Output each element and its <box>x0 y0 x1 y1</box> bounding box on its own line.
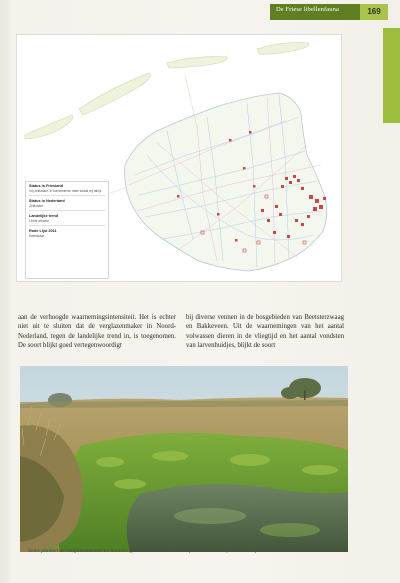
chapter-side-tab <box>383 28 400 123</box>
legend-heading: Landelijke trend <box>29 214 59 218</box>
photo-caption: Soms planten de venglazenmaker en noordse glazenmaker zich in hetzelfde habitat voort, zoals hier op het Fochteloërveen. <box>28 548 304 554</box>
habitat-photo <box>20 366 348 552</box>
body-column-left: aan de verhoogde waarnemingsintensiteit. Het is echter niet uit te sluiten dat de verglazenmaker in Noord-Nederland, tegen de landelijke trend in, is toegenomen. De soort blijkt goed vertegenwoordigt <box>18 314 176 350</box>
legend-divider <box>29 210 105 211</box>
distribution-map <box>16 34 342 282</box>
habitat-photo-graphic <box>20 366 348 552</box>
legend-item: Vrij zeldzaam, in toenemende mate lokaal vrij talrijk <box>29 189 102 193</box>
running-header-title: De Friese libellenfauna <box>276 6 339 13</box>
body-column-right: bij diverse vennen in de bosgebieden van Beetsterzwaag en Bakkeveen. Uit de waarnemingen van het aantal volwassen dieren in de vliegtijd en het aantal vondsten van larvenhuidjes, blijkt de soort <box>186 314 344 350</box>
body-text <box>18 313 348 359</box>
legend-heading: Status in Friesland <box>29 184 63 188</box>
map-legend <box>25 181 109 279</box>
legend-heading: Status in Nederland <box>29 199 65 203</box>
legend-item: Lichte afname <box>29 219 50 223</box>
legend-heading: Rode Lijst 2011 <box>29 229 57 233</box>
legend-item: Kwetsbaar <box>29 234 45 238</box>
page-number: 169 <box>360 4 388 20</box>
legend-item: Zeldzaam <box>29 204 43 208</box>
legend-divider <box>29 225 105 226</box>
legend-divider <box>29 195 105 196</box>
